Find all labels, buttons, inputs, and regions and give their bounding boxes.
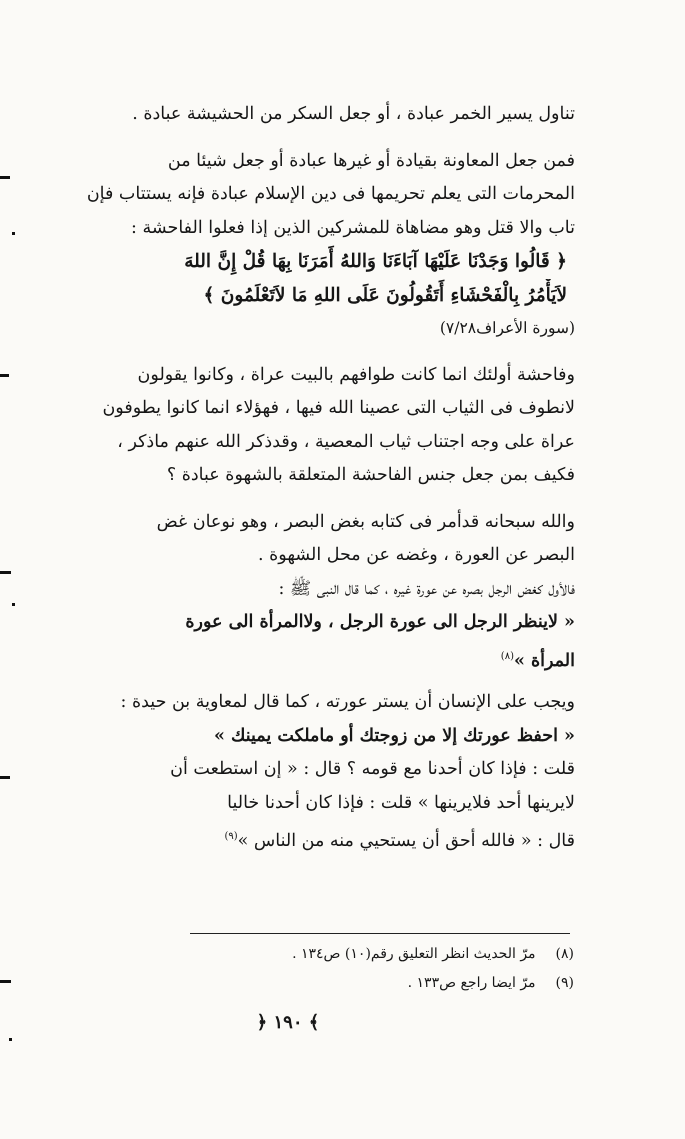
scan-mark <box>0 374 9 377</box>
body-line <box>22 820 575 854</box>
footnote-ref-9: (٩) <box>224 831 238 842</box>
quran-verse-line: لاَيَأْمُرُ بِالْفَحْشَاءِ أَتَقُولُونَ عَلَى اللهِ مَا لاَتَعْلَمُونَ ﴾ <box>203 284 567 306</box>
hadith-line <box>22 640 575 674</box>
hadith-line: « احفظ عورتك إلا من زوجتك أو ماملكت يمينك » <box>213 725 575 746</box>
body-line: البصر عن العورة ، وغضه عن محل الشهوة . <box>257 545 575 565</box>
body-line: لانطوف فى الثياب التى عصينا الله فيها ، فهؤلاء انما كانوا يطوفون <box>102 398 575 418</box>
footnote-text: مرّ ايضا راجع ص١٣٣ . <box>407 975 536 991</box>
scan-mark <box>9 1038 12 1041</box>
footnote-8 <box>22 940 574 969</box>
scan-mark <box>0 571 11 574</box>
page-body <box>22 98 575 854</box>
body-line: عراة على وجه اجتناب ثياب المعصية ، وقدذكر الله عنهم ماذكر ، <box>117 431 575 452</box>
body-line: والله سبحانه قدأمر فى كتابه بغض البصر ، وهو نوعان غض <box>156 511 575 532</box>
footnote-ref-8: (٨) <box>500 650 514 662</box>
body-line: فكيف بمن جعل جنس الفاحشة المتعلقة بالشهوة عبادة ؟ <box>166 465 575 485</box>
footnote-text: مرّ الحديث انظر التعليق رقم(١٠) ص١٣٤ . <box>292 946 536 962</box>
footnotes <box>22 940 574 998</box>
quran-verse-line: ﴿ قَالُوا وَجَدْنَا عَلَيْهَا آبَاءَنَا وَاللهُ أَمَرَنَا بِهَا قُلْ إِنَّ اللهَ <box>184 251 567 272</box>
body-line: قلت : فإذا كان أحدنا مع قومه ؟ قال : « إن استطعت أن <box>170 759 575 779</box>
body-line: ويجب على الإنسان أن يستر عورته ، كما قال لمعاوية بن حيدة : <box>120 692 575 712</box>
scan-mark <box>0 980 11 983</box>
scan-mark <box>0 176 10 179</box>
scan-mark <box>12 603 15 606</box>
body-line: تاب والا قتل وهو مضاهاة للمشركين الذين إذا فعلوا الفاحشة : <box>131 217 575 238</box>
body-line: وفاحشة أولئك انما كانت طوافهم بالبيت عراة ، وكانوا يقولون <box>137 364 575 385</box>
body-line: تناول يسير الخمر عبادة ، أو جعل السكر من الحشيشة عبادة . <box>132 104 575 124</box>
scan-mark <box>0 776 10 779</box>
footnote-9 <box>22 969 574 998</box>
hadith-text: قال : « فالله أحق أن يستحيي منه من الناس » <box>237 830 575 851</box>
body-line: لايرينها أحد فلايرينها » قلت : فإذا كان أحدنا خاليا <box>227 792 575 813</box>
footnote-number: (٩) <box>555 975 574 991</box>
body-line: فالأول كغض الرجل بصره عن عورة غيره ، كما قال النبى ﷺ : <box>278 578 575 599</box>
sura-reference: (سورة الأعراف٧/٢٨) <box>439 319 575 337</box>
hadith-text: المرأة » <box>513 650 575 671</box>
scan-mark <box>12 232 15 235</box>
footnote-number: (٨) <box>555 946 574 962</box>
hadith-line: « لاينظر الرجل الى عورة الرجل ، ولاالمرأة الى عورة <box>185 612 575 632</box>
body-line: المحرمات التى يعلم تحريمها فى دين الإسلام عبادة فإنه يستتاب فإن <box>86 184 575 204</box>
body-line: فمن جعل المعاونة بقيادة أو غيرها عبادة أو جعل شيئا من <box>167 150 575 171</box>
footnote-separator <box>190 933 570 934</box>
page-number: ﴿ ١٩٠ ﴾ <box>256 1012 320 1033</box>
